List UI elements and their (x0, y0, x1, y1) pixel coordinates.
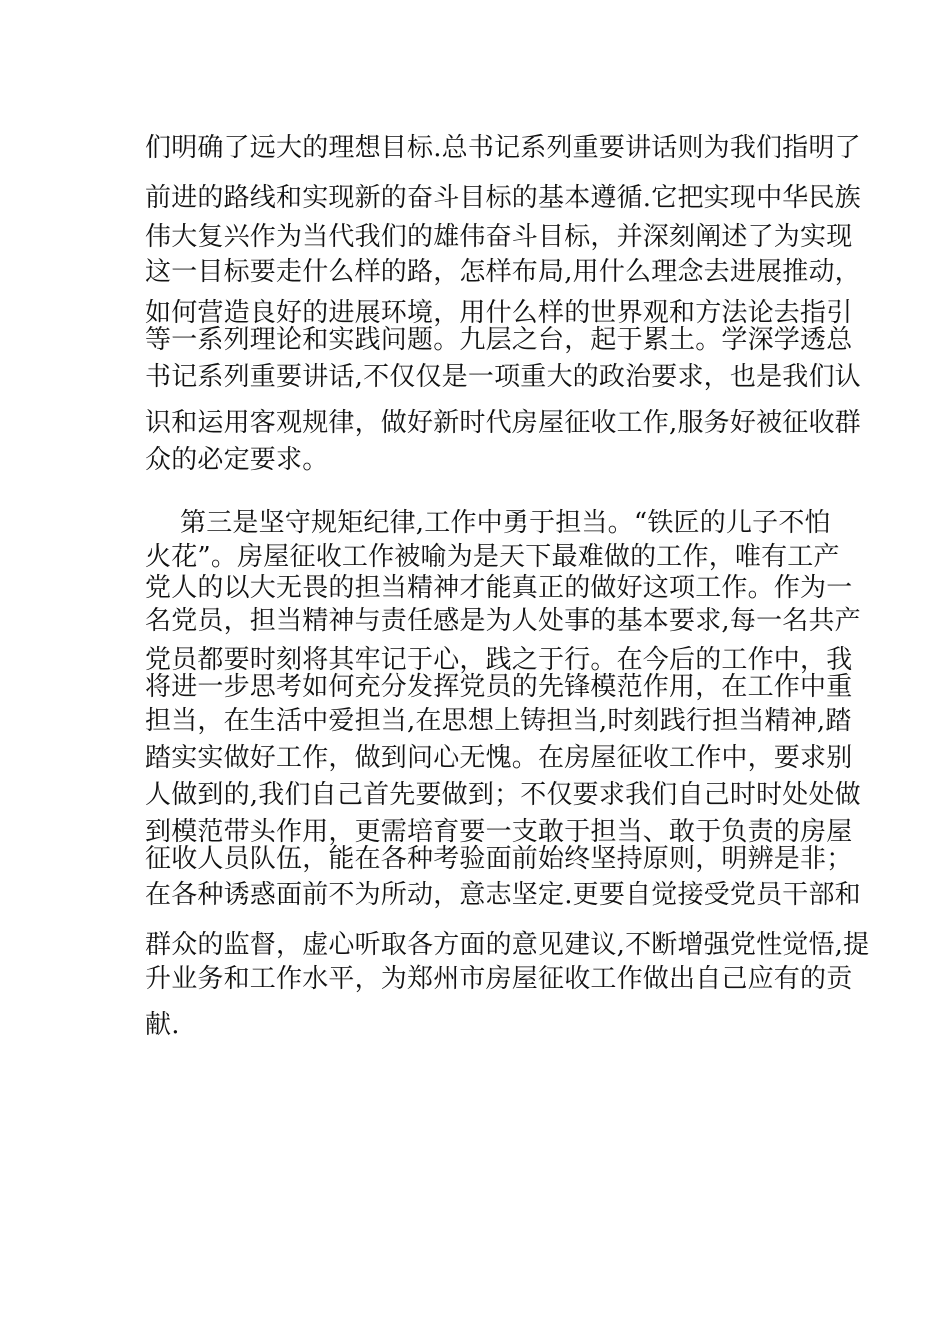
paragraph-1-line-8: 识和运用客观规律，做好新时代房屋征收工作,服务好被征收群 (145, 408, 861, 438)
paragraph-1-line-1: 们明确了远大的理想目标.总书记系列重要讲话则为我们指明了 (145, 133, 861, 163)
paragraph-2-line-7: 担当，在生活中爱担当,在思想上铸担当,时刻践行担当精神,踏 (145, 706, 852, 736)
paragraph-2-line-2: 火花”。房屋征收工作被喻为是天下最难做的工作，唯有工产 (145, 542, 840, 572)
paragraph-1-line-3: 伟大复兴作为当代我们的雄伟奋斗目标，并深刻阐述了为实现 (145, 222, 853, 252)
paragraph-1-line-9: 众的必定要求。 (145, 445, 329, 475)
paragraph-2-line-3: 党人的以大无畏的担当精神才能真正的做好这项工作。作为一 (145, 573, 853, 603)
paragraph-1-line-5: 如何营造良好的进展环境，用什么样的世界观和方法论去指引 (145, 298, 853, 328)
paragraph-1-line-7: 书记系列重要讲话,不仅仅是一项重大的政治要求，也是我们认 (145, 362, 861, 392)
paragraph-1-line-6: 等一系列理论和实践问题。九层之台，起于累土。学深学透总 (145, 325, 853, 355)
paragraph-2-line-10: 到模范带头作用，更需培育要一支敢于担当、敢于负责的房屋 (145, 817, 853, 847)
paragraph-2-line-1: 第三是坚守规矩纪律,工作中勇于担当。“铁匠的儿子不怕 (180, 508, 831, 538)
paragraph-2-line-13: 群众的监督，虚心听取各方面的意见建议,不断增强党性觉悟,提 (145, 930, 870, 960)
paragraph-2-line-15: 献. (145, 1010, 180, 1040)
paragraph-2-line-9: 人做到的,我们自己首先要做到；不仅要求我们自己时时处处做 (145, 780, 861, 810)
paragraph-2-line-4: 名党员，担当精神与责任感是为人处事的基本要求,每一名共产 (145, 606, 861, 636)
paragraph-2-line-11: 征收人员队伍，能在各种考验面前始终坚持原则，明辨是非； (145, 844, 853, 874)
paragraph-2-line-6: 将进一步思考如何充分发挥党员的先锋模范作用，在工作中重 (145, 672, 853, 702)
paragraph-2-line-8: 踏实实做好工作，做到问心无愧。在房屋征收工作中，要求别 (145, 743, 853, 773)
paragraph-2-line-14: 升业务和工作水平，为郑州市房屋征收工作做出自己应有的贡 (145, 964, 853, 994)
paragraph-2-line-5: 党员都要时刻将其牢记于心，践之于行。在今后的工作中，我 (145, 645, 853, 675)
paragraph-1-line-2: 前进的路线和实现新的奋斗目标的基本遵循.它把实现中华民族 (145, 183, 861, 213)
paragraph-1-line-4: 这一目标要走什么样的路，怎样布局,用什么理念去进展推动， (145, 257, 861, 287)
paragraph-2-line-12: 在各种诱惑面前不为所动，意志坚定.更要自觉接受党员干部和 (145, 880, 861, 910)
